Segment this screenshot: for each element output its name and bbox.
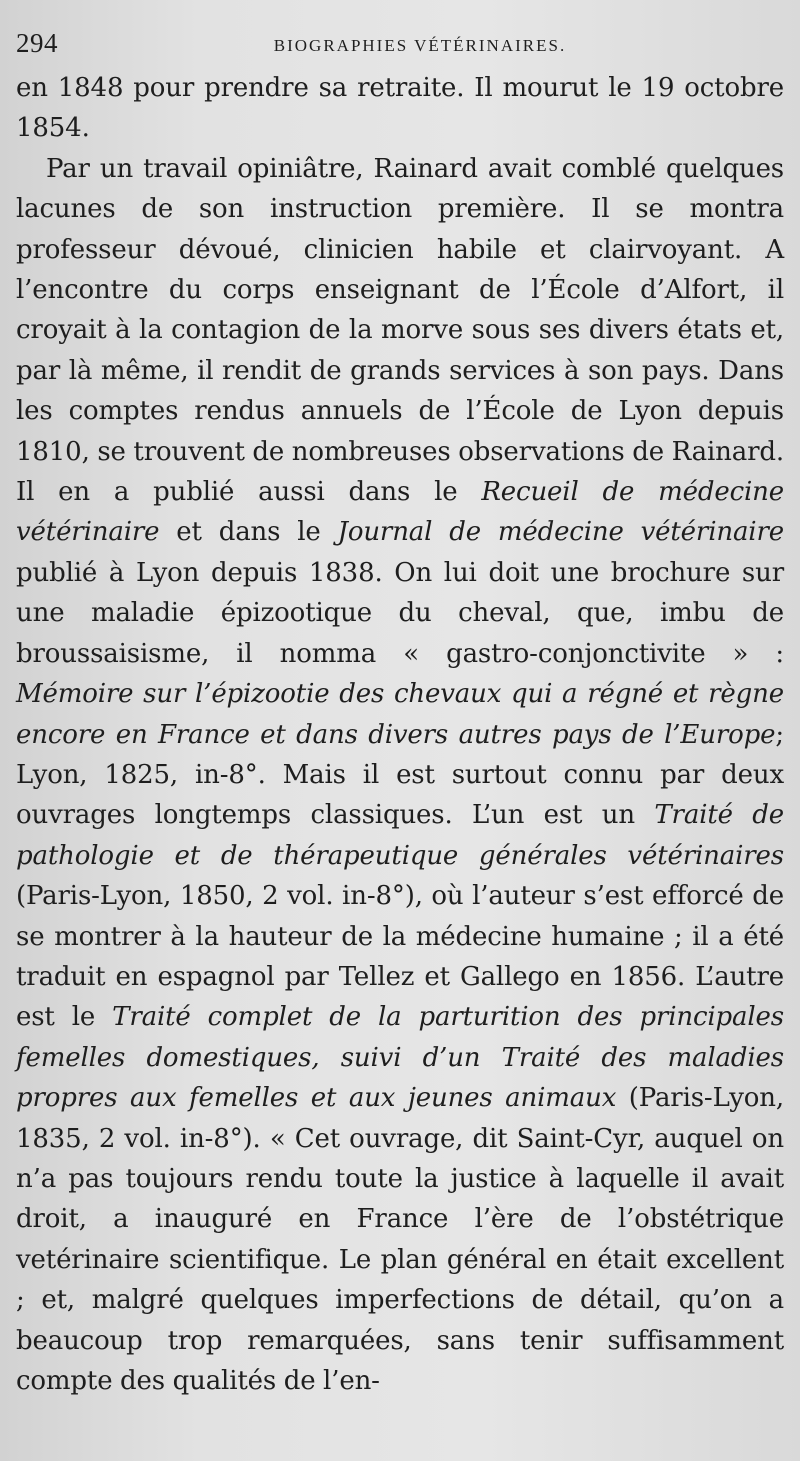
text-segment: ; Lyon, 1825, in-8°. Mais il est surtout connu par deux ouvrages longtemps classiques. L’un est un	[16, 719, 784, 831]
paragraph-rainard	[16, 149, 784, 1402]
text-segment: publié à Lyon depuis 1838. On lui doit une brochure sur une maladie épizootique du cheval, que, imbu de broussaisisme, il nomma « gastro-conjonctivite » :	[16, 557, 784, 669]
text-segment: en 1848 pour prendre sa retraite. Il mourut le 19 octobre 1854.	[16, 73, 784, 144]
text-segment: Par un travail opiniâtre, Rainard avait comblé quelques lacunes de son instruction première. Il se montra professeur dévoué, clinicien habile et clairvoyant. A l’encontre du corps enseignant de l’École d’Alfort, il croyait à la contagion de la morve sous ses divers états et, par là même, il rendit de grands services à son pays. Dans les comptes rendus annuels de l’École de Lyon depuis 1810, se trouvent de nombreuses observations de Rainard. Il en a publié aussi dans le	[16, 153, 784, 508]
book-title-traite-pathologie: Traité de pathologie et de thérapeutique générales vétérinaires	[16, 800, 785, 871]
running-title: BIOGRAPHIES VÉTÉRINAIRES.	[273, 36, 567, 55]
paragraph-continuation	[16, 68, 784, 149]
book-title-journal: Journal de médecine vétérinaire	[337, 517, 784, 548]
book-title-memoire: Mémoire sur l’épizootie des chevaux qui a régné et règne encore en France et dans divers autres pays de l’Europe	[16, 679, 784, 750]
book-title-recueil: Recueil de médecine vétérinaire	[16, 477, 785, 548]
text-segment: (Paris-Lyon, 1835, 2 vol. in-8°). « Cet ouvrage, dit Saint-Cyr, auquel on n’a pas toujours rendu toute la justice à laquelle il avait droit, a inauguré en France l’ère de l’obstétrique vetérinaire scientifique. Le plan général en était excellent ; et, malgré quelques imperfections de détail, qu’on a beaucoup trop remarquées, sans tenir suffisamment compte des qualités de l’en-	[16, 1083, 784, 1396]
page-number: 294	[16, 28, 58, 58]
text-segment: et dans le	[159, 517, 338, 548]
running-head	[16, 18, 784, 68]
text-segment: (Paris-Lyon, 1850, 2 vol. in-8°), où l’auteur s’est efforcé de se montrer à la hauteur de la médecine humaine ; il a été traduit en espagnol par Tellez et Gallego en 1856. L’autre est le	[16, 881, 784, 1033]
book-title-traite-parturition: Traité complet de la parturition des principales femelles domestiques, suivi d’un Traité des maladies propres aux femelles et aux jeunes animaux	[16, 1002, 784, 1114]
body-text	[16, 68, 784, 1401]
